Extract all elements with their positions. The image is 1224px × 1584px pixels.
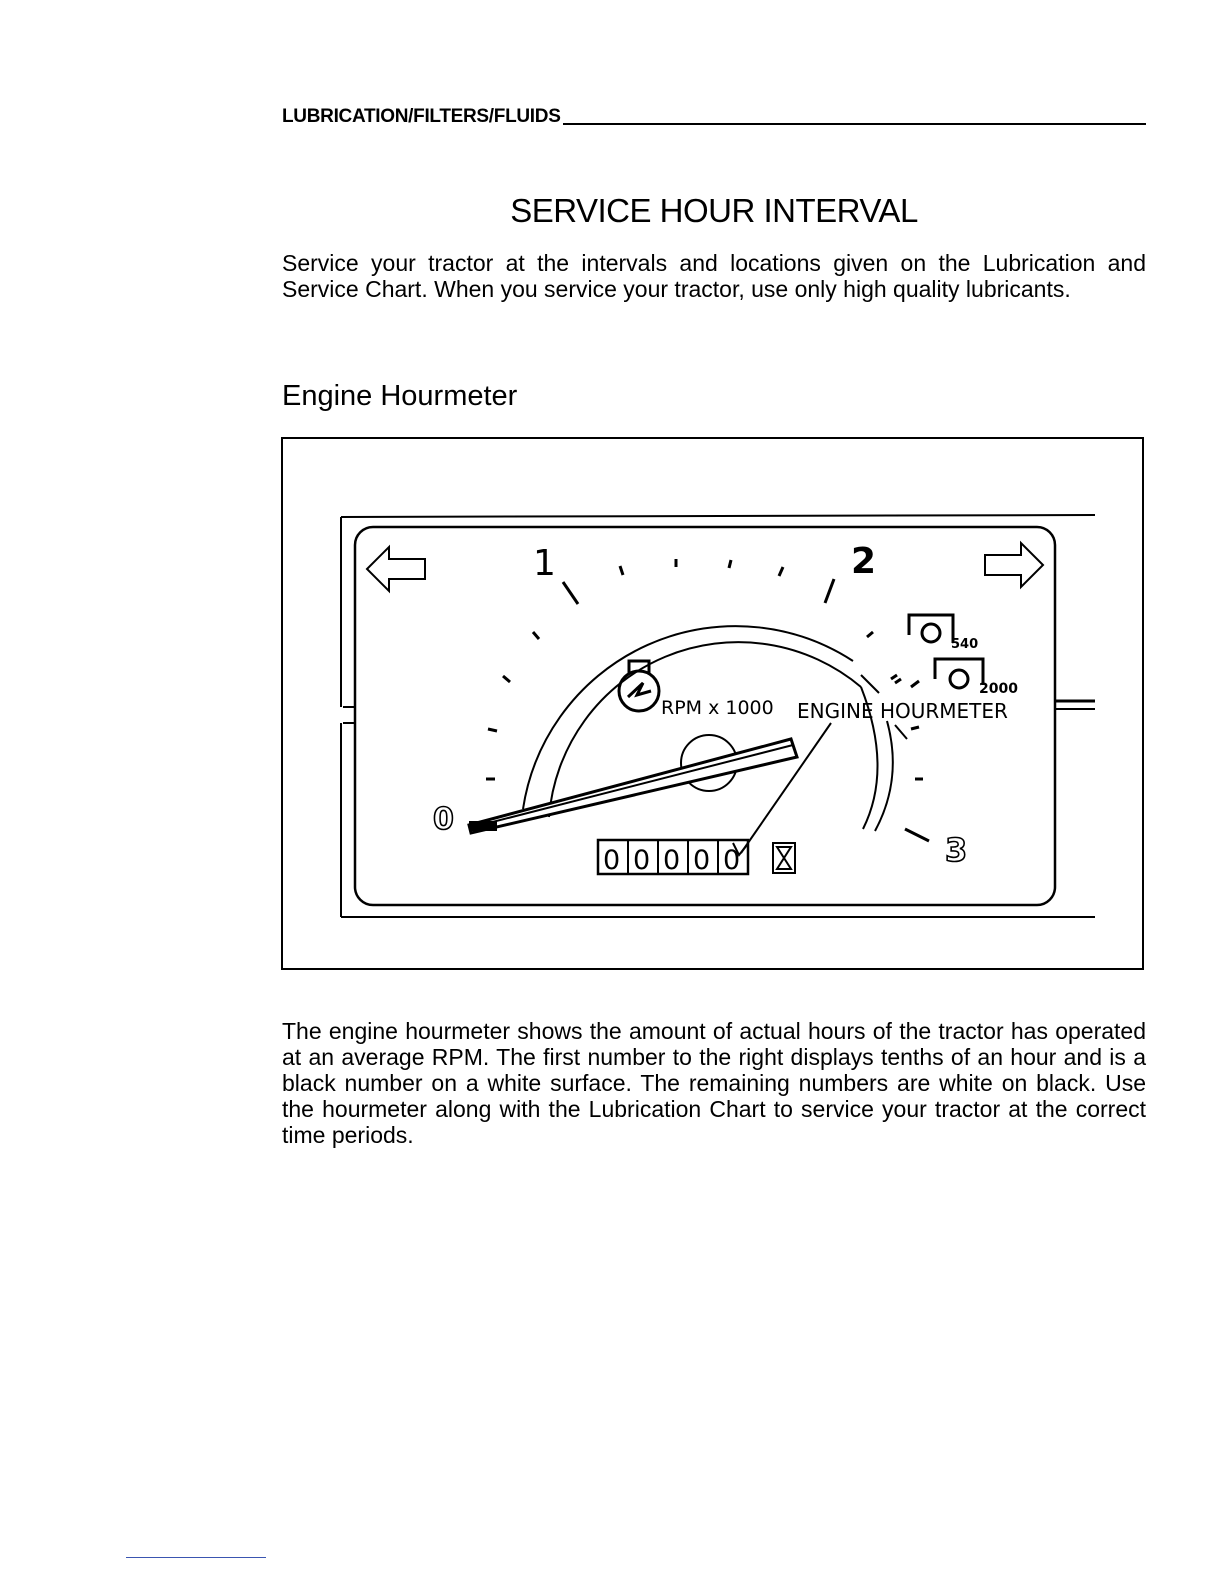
odometer-digit: 0 — [663, 845, 681, 876]
engine-rpm-icon — [619, 661, 659, 711]
intro-paragraph: Service your tractor at the intervals and locations given on the Lubrication and Service Chart. When you service your tractor, use only high quality lubricants. — [282, 250, 1146, 302]
pto-2000-icon — [895, 659, 983, 688]
odometer-digit: 0 — [603, 845, 621, 876]
hourglass-icon — [773, 843, 795, 873]
subheading: Engine Hourmeter — [282, 380, 518, 412]
odometer — [598, 840, 748, 876]
hourmeter-figure — [281, 437, 1144, 970]
odometer-digit-tenths: 0 — [723, 845, 741, 876]
pto-540-label: 540 — [951, 637, 979, 652]
left-arrow-icon — [367, 547, 425, 591]
odometer-digit: 0 — [693, 845, 711, 876]
gauge-needle — [469, 739, 797, 833]
pto-540-icon — [909, 615, 953, 643]
page-header — [282, 106, 1146, 128]
scale-label-0: 0 — [433, 802, 454, 837]
scale-label-3: 3 — [945, 831, 968, 869]
rpm-unit-label: RPM x 1000 — [661, 697, 774, 719]
gauge-illustration — [283, 439, 1146, 972]
right-arrow-icon — [985, 543, 1043, 587]
hourmeter-label: ENGINE HOURMETER — [797, 699, 1008, 723]
section-label: LUBRICATION/FILTERS/FLUIDS — [282, 106, 561, 127]
scale-label-1: 1 — [533, 543, 556, 584]
scale-label-2: 2 — [851, 541, 877, 582]
pto-2000-label: 2000 — [979, 681, 1018, 697]
odometer-digit: 0 — [633, 845, 651, 876]
header-rule — [563, 123, 1146, 125]
page-title: SERVICE HOUR INTERVAL — [510, 192, 918, 229]
footer-rule — [126, 1557, 266, 1558]
body-paragraph: The engine hourmeter shows the amount of actual hours of the tractor has operated at an average RPM. The first number to the right displays tenths of an hour and is a black number on a white surface. The remaining numbers are white on black. Use the hourmeter along with the Lubrication Chart to service your tractor at the correct time periods. — [282, 1018, 1146, 1148]
